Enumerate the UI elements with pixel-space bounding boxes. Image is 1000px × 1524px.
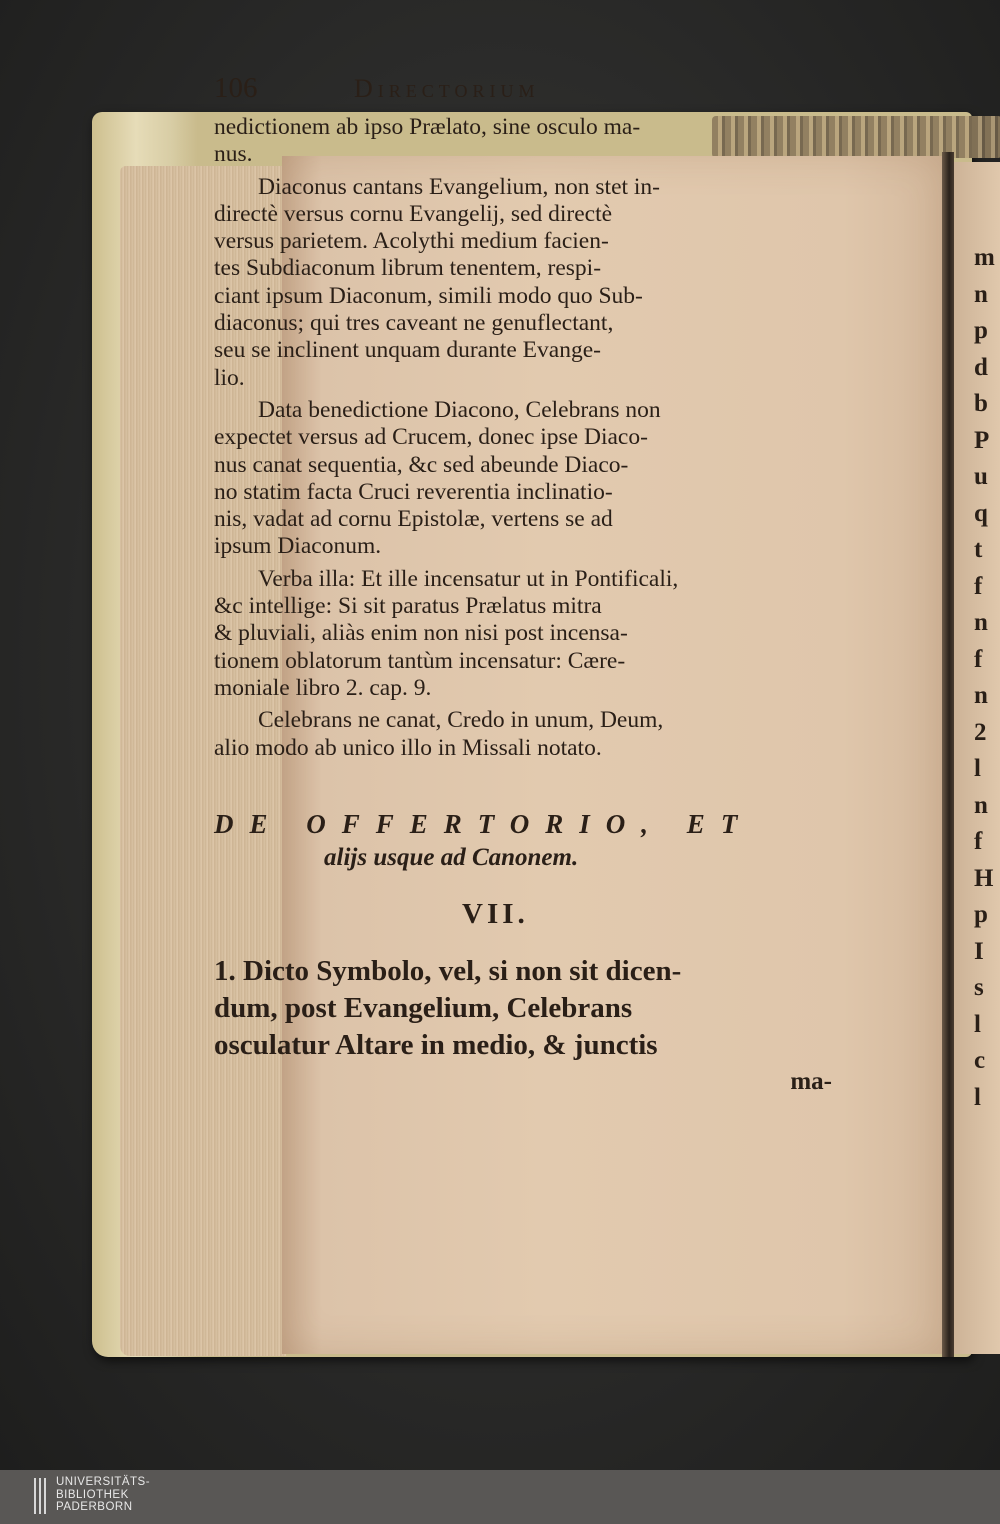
- text-line: ciant ipsum Diaconum, simili modo quo Sub-: [214, 282, 643, 309]
- facing-page-letter: q: [974, 499, 988, 527]
- facing-page-letter: P: [974, 426, 990, 454]
- facing-page-letter: t: [974, 536, 983, 563]
- text-line: Data benedictione Diacono, Celebrans non: [258, 396, 661, 423]
- facing-page-letter: H: [974, 864, 994, 892]
- paragraph: [214, 707, 840, 762]
- facing-page-letter: d: [974, 353, 988, 381]
- facing-page-letter: I: [974, 937, 984, 965]
- facing-page-letter: p: [974, 901, 988, 928]
- logo-text-line: PADERBORN: [56, 1501, 133, 1513]
- facing-page-letter: n: [974, 791, 988, 819]
- section-title: DE OFFERTORIO, ET: [214, 808, 754, 839]
- text-line: ipsum Diaconum.: [214, 533, 382, 560]
- facing-page-letter: n: [974, 280, 988, 308]
- facing-page-letter: p: [974, 317, 988, 344]
- text-line: nis, vadat ad cornu Epistolæ, vertens se ad: [214, 506, 613, 533]
- text-line: Celebrans ne canat, Credo in unum, Deum,: [258, 707, 664, 734]
- text-line: tes Subdiaconum librum tenentem, respi-: [214, 255, 602, 282]
- text-line: directè versus cornu Evangelij, sed directè: [214, 200, 613, 227]
- section-subtitle: alijs usque ad Canonem.: [324, 843, 579, 871]
- facing-page-letter: c: [974, 1047, 986, 1074]
- logo-text-line: BIBLIOTHEK: [56, 1488, 129, 1501]
- facing-page-letter: n: [974, 609, 988, 636]
- facing-page-letter: m: [974, 244, 995, 271]
- facing-page-letter: l: [974, 1010, 981, 1038]
- text-line: expectet versus ad Crucem, donec ipse Diaco-: [214, 424, 648, 451]
- body-paragraphs: [214, 114, 840, 767]
- library-logo-icon: [34, 1478, 48, 1514]
- text-line: tionem oblatorum tantùm incensatur: Cære-: [214, 647, 626, 674]
- text-line: lio.: [214, 364, 245, 391]
- facing-page-letter: b: [974, 390, 988, 417]
- text-line: Diaconus cantans Evangelium, non stet in-: [258, 173, 661, 200]
- text-line: nus canat sequentia, &c sed abeunde Diaco-: [214, 451, 629, 478]
- paragraph: [214, 114, 840, 169]
- library-logo-text: [56, 1476, 150, 1514]
- facing-page-letter: 2: [974, 718, 987, 746]
- text-line: Verba illa: Et ille incensatur ut in Pontificali,: [258, 565, 679, 592]
- text-line: seu se inclinent unquam durante Evange-: [214, 337, 601, 364]
- section-numeral: VII.: [462, 897, 529, 930]
- facing-page-text: [974, 240, 1000, 1116]
- text-line: nedictionem ab ipso Prælato, sine osculo ma-: [214, 114, 641, 140]
- facing-page-letter: l: [974, 1083, 981, 1111]
- facing-page-letter: u: [974, 463, 988, 490]
- page-text: [214, 72, 840, 1096]
- running-head: [214, 72, 840, 114]
- text-line: & pluviali, aliàs enim non nisi post incensa-: [214, 620, 628, 647]
- paragraph: [214, 174, 840, 392]
- running-head-title: Directorium: [354, 74, 540, 103]
- facing-page-letter: s: [974, 974, 984, 1001]
- text-line: osculatur Altare in medio, & junctis: [214, 1028, 658, 1061]
- text-line: no statim facta Cruci reverentia inclinatio-: [214, 478, 613, 505]
- facing-page-letter: l: [974, 755, 981, 782]
- footer-bar: [0, 1470, 1000, 1524]
- facing-page-letter: f: [974, 645, 983, 673]
- text-line: nus.: [214, 141, 253, 168]
- text-line: alio modo ab unico illo in Missali notato.: [214, 734, 602, 761]
- text-line: &c intellige: Si sit paratus Prælatus mitra: [214, 593, 602, 620]
- paragraph: [214, 566, 840, 702]
- text-line: dum, post Evangelium, Celebrans: [214, 991, 633, 1024]
- text-line: 1. Dicto Symbolo, vel, si non sit dicen-: [214, 954, 682, 987]
- paragraph: [214, 397, 840, 561]
- logo-text-line: UNIVERSITÄTS-: [56, 1476, 151, 1488]
- final-paragraph: [214, 953, 840, 1064]
- text-line: moniale libro 2. cap. 9.: [214, 674, 432, 701]
- book-gutter: [942, 152, 954, 1357]
- page-number: 106: [214, 72, 258, 104]
- text-line: versus parietem. Acolythi medium facien-: [214, 228, 609, 255]
- text-line: diaconus; qui tres caveant ne genuflectant,: [214, 310, 614, 337]
- facing-page-letter: n: [974, 682, 988, 709]
- catchword: ma-: [790, 1067, 832, 1095]
- facing-page-letter: f: [974, 572, 983, 600]
- facing-page-letter: f: [974, 828, 983, 855]
